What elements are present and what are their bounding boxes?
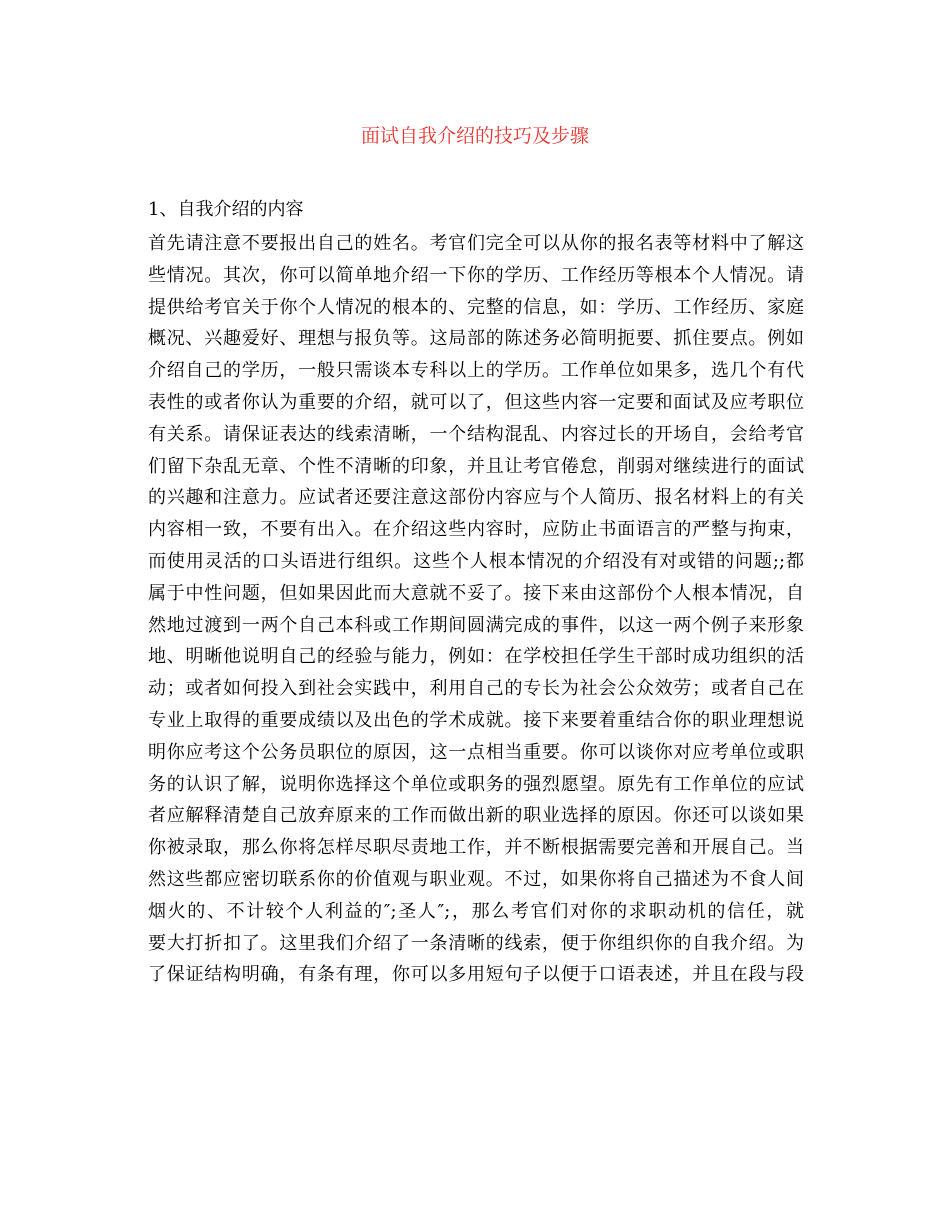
- body-line: 你被录取，那么你将怎样尽职尽责地工作，并不断根据需要完善和开展自己。当: [148, 837, 804, 859]
- body-line: 属于中性问题，但如果因此而大意就不妥了。接下来由这部份个人根本情况，自: [148, 582, 804, 604]
- body-line: 概况、兴趣爱好、理想与报负等。这局部的陈述务必简明扼要、抓住要点。例如: [148, 328, 804, 350]
- body-line: 然地过渡到一两个自己本科或工作期间圆满完成的事件，以这一两个例子来形象: [148, 614, 804, 636]
- body-line: 明你应考这个公务员职位的原因，这一点相当重要。你可以谈你对应考单位或职: [148, 741, 804, 763]
- body-line: 要大打折扣了。这里我们介绍了一条清晰的线索，便于你组织你的自我介绍。为: [148, 932, 804, 954]
- body-line: 些情况。其次，你可以简单地介绍一下你的学历、工作经历等根本个人情况。请: [148, 264, 804, 286]
- body-line: 表性的或者你认为重要的介绍，就可以了，但这些内容一定要和面试及应考职位: [148, 391, 804, 413]
- document-title: 面试自我介绍的技巧及步骤: [360, 125, 589, 147]
- body-paragraph: [148, 228, 804, 991]
- body-line: 而使用灵活的口头语进行组织。这些个人根本情况的介绍没有对或错的问题;;都: [148, 550, 804, 572]
- body-line: 烟火的、不计较个人利益的″;圣人″;，那么考官们对你的求职动机的信任，就: [148, 900, 804, 922]
- body-line: 务的认识了解，说明你选择这个单位或职务的强烈愿望。原先有工作单位的应试: [148, 773, 804, 795]
- body-line: 介绍自己的学历，一般只需谈本专科以上的学历。工作单位如果多，选几个有代: [148, 360, 804, 382]
- section-heading: 1、自我介绍的内容: [148, 199, 304, 220]
- body-line: 者应解释清楚自己放弃原来的工作而做出新的职业选择的原因。你还可以谈如果: [148, 805, 804, 827]
- body-line: 有关系。请保证表达的线索清晰，一个结构混乱、内容过长的开场自，会给考官: [148, 423, 804, 445]
- body-line: 的兴趣和注意力。应试者还要注意这部份内容应与个人简历、报名材料上的有关: [148, 487, 804, 509]
- body-line: 首先请注意不要报出自己的姓名。考官们完全可以从你的报名表等材料中了解这: [148, 233, 804, 254]
- body-line: 然这些都应密切联系你的价值观与职业观。不过，如果你将自己描述为不食人间: [148, 868, 804, 890]
- body-line: 专业上取得的重要成绩以及出色的学术成就。接下来要着重结合你的职业理想说: [148, 709, 804, 731]
- body-line: 动；或者如何投入到社会实践中，利用自己的专长为社会公众效劳；或者自己在: [148, 678, 804, 700]
- body-line: 内容相一致，不要有出入。在介绍这些内容时，应防止书面语言的严整与拘束，: [148, 519, 804, 541]
- body-line: 地、明晰他说明自己的经验与能力，例如：在学校担任学生干部时成功组织的活: [148, 646, 804, 668]
- body-line: 们留下杂乱无章、个性不清晰的印象，并且让考官倦怠，削弱对继续进行的面试: [148, 455, 804, 477]
- body-line: 了保证结构明确，有条有理，你可以多用短句子以便于口语表述，并且在段与段: [148, 964, 804, 986]
- body-line: 提供给考官关于你个人情况的根本的、完整的信息，如：学历、工作经历、家庭: [148, 296, 804, 318]
